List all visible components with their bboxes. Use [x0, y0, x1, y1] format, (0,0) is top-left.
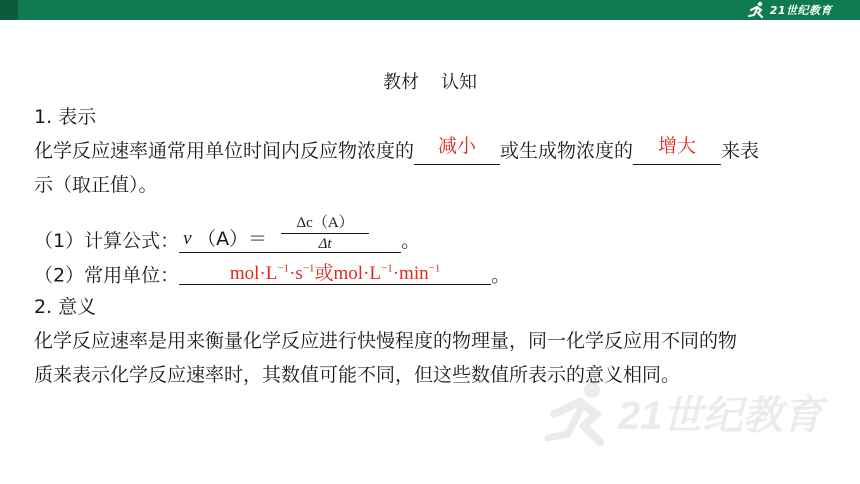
formula-blank — [179, 215, 401, 253]
watermark — [540, 378, 840, 458]
logo — [747, 1, 832, 19]
unit-end: 。 — [491, 264, 511, 287]
unit-sup-3: −1 — [381, 263, 393, 275]
header-bar — [0, 0, 860, 20]
unit-label: （2）常用单位： — [34, 264, 180, 287]
unit-part-d: ·min — [392, 263, 429, 285]
unit-sup-1: −1 — [277, 263, 290, 275]
answer-blank-2 — [633, 135, 721, 165]
header-notch — [0, 0, 18, 20]
formula-mid: （A）＝ — [197, 228, 268, 250]
formula-v: v — [183, 228, 192, 249]
section1-heading: 1. 表示 — [34, 106, 97, 128]
formula-fraction — [281, 214, 369, 253]
unit-sup-2: −1 — [302, 263, 315, 275]
runner-logo-icon — [747, 1, 767, 19]
fraction-denominator: Δt — [318, 236, 332, 252]
line1-text-a: 化学反应速率通常用单位时间内反应物浓度的 — [34, 140, 415, 162]
section2-line1: 化学反应速率是用来衡量化学反应进行快慢程度的物理量，同一化学反应用不同的物 — [34, 330, 738, 352]
title-part2: 认知 — [441, 72, 477, 93]
answer-decrease: 减小 — [438, 135, 477, 157]
page-title — [0, 70, 860, 96]
section1-line2: 示（取正值）。 — [34, 174, 158, 196]
formula-line — [34, 215, 421, 254]
answer-increase: 增大 — [658, 135, 697, 157]
section2-line2: 质来表示化学反应速率时，其数值可能不同，但这些数值所表示的意义相同。 — [34, 364, 681, 386]
unit-part-b: ·s — [289, 263, 303, 285]
watermark-text: 21世纪教育 — [618, 394, 823, 438]
fraction-bar — [281, 233, 369, 234]
unit-part-c: 或mol·L — [314, 263, 382, 285]
section2-heading: 2. 意义 — [34, 296, 97, 318]
line1-text-c: 来表 — [721, 140, 760, 162]
answer-blank-1 — [414, 135, 500, 165]
watermark-runner-icon — [540, 378, 620, 448]
fraction-numerator: Δc（A） — [296, 215, 354, 231]
unit-line — [34, 262, 510, 288]
line1-text-b: 或生成物浓度的 — [500, 140, 634, 162]
unit-answer — [230, 263, 441, 284]
logo-text: 21世纪教育 — [769, 4, 832, 17]
unit-blank — [179, 262, 491, 285]
unit-part-a: mol·L — [229, 263, 278, 285]
formula-label: （1）计算公式： — [34, 230, 180, 252]
title-part1: 教材 — [383, 72, 419, 93]
formula-end: 。 — [401, 230, 421, 252]
unit-sup-4: −1 — [428, 263, 441, 275]
section1-line1 — [34, 135, 760, 165]
